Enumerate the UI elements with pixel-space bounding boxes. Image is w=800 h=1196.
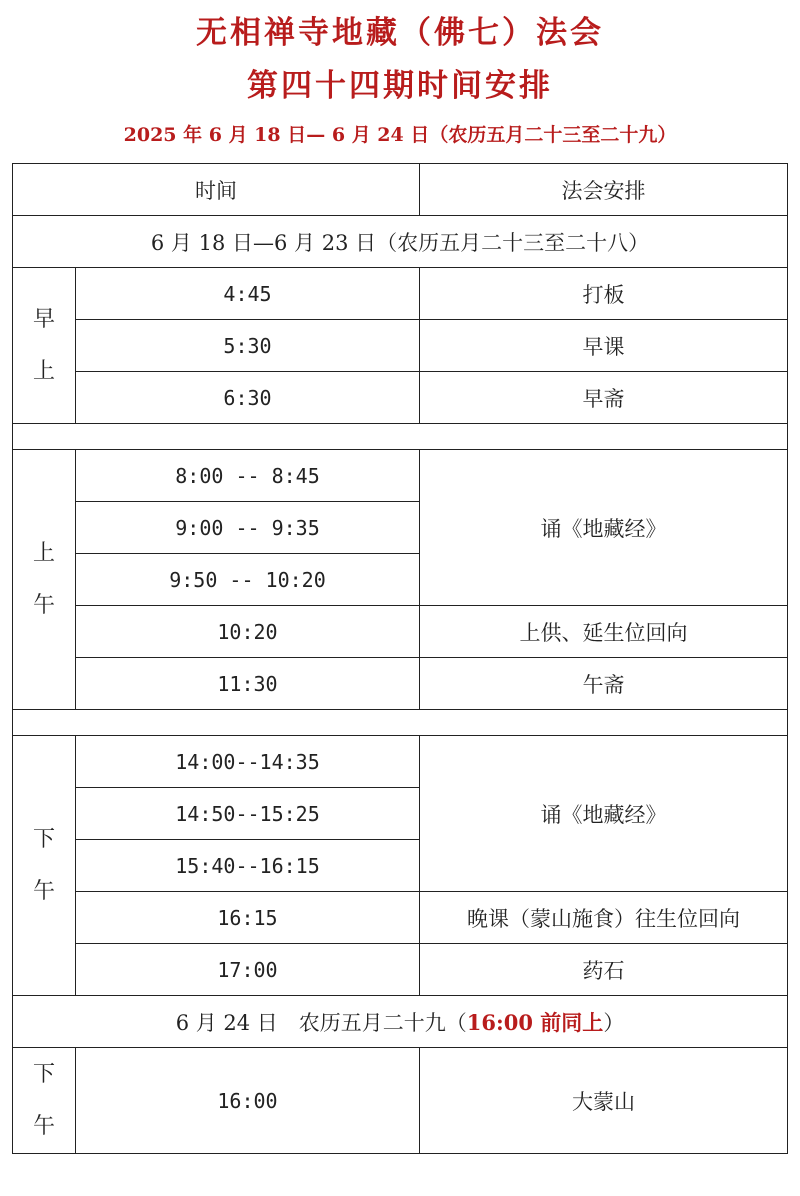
period-label: 下 (32, 826, 55, 852)
table-row (13, 268, 788, 320)
event-cell-chant: 诵《地藏经》 (420, 450, 788, 606)
period-label: 上 (32, 540, 55, 566)
time-cell: 11:30 (76, 658, 420, 710)
time-cell: 14:00--14:35 (76, 736, 420, 788)
period-morning (13, 268, 76, 424)
time-cell: 14:50--15:25 (76, 788, 420, 840)
spacer-row (13, 424, 788, 450)
table-row (13, 450, 788, 502)
table-row (13, 944, 788, 996)
event-cell: 晚课（蒙山施食）往生位回向 (420, 892, 788, 944)
section-2-close: ） (603, 1010, 625, 1035)
time-cell: 8:00 -- 8:45 (76, 450, 420, 502)
schedule-table (12, 163, 788, 1154)
section-row (13, 216, 788, 268)
time-cell: 9:00 -- 9:35 (76, 502, 420, 554)
period-label: 午 (32, 878, 55, 904)
header-arrangement: 法会安排 (420, 164, 788, 216)
date-range-subtitle: 2025 年 6 月 18 日— 6 月 24 日（农历五月二十三至二十九） (123, 124, 677, 146)
time-cell: 4:45 (76, 268, 420, 320)
period-label: 下 (32, 1061, 55, 1087)
section-2-highlight: 16:00 前同上 (466, 1009, 604, 1035)
event-cell: 大蒙山 (420, 1048, 788, 1154)
section-2-text: 6 月 24 日 农历五月二十九（ (175, 1010, 467, 1035)
period-label: 早 (32, 306, 55, 332)
period-forenoon (13, 450, 76, 710)
section-row (13, 996, 788, 1048)
period-label: 午 (32, 592, 55, 618)
title-line-1: 无相禅寺地藏（佛七）法会 (196, 15, 604, 51)
spacer-row (13, 710, 788, 736)
time-cell: 5:30 (76, 320, 420, 372)
table-row (13, 606, 788, 658)
spacer-cell (13, 424, 788, 450)
period-label: 上 (32, 358, 55, 384)
title-line-2: 第四十四期时间安排 (247, 68, 553, 104)
time-cell: 10:20 (76, 606, 420, 658)
table-row (13, 372, 788, 424)
section-1-label: 6 月 18 日—6 月 23 日（农历五月二十三至二十八） (13, 216, 788, 268)
event-cell: 早斋 (420, 372, 788, 424)
table-row (13, 1048, 788, 1154)
time-cell: 9:50 -- 10:20 (76, 554, 420, 606)
table-row (13, 892, 788, 944)
table-header-row (13, 164, 788, 216)
event-cell: 上供、延生位回向 (420, 606, 788, 658)
event-cell: 药石 (420, 944, 788, 996)
table-row (13, 658, 788, 710)
period-label: 午 (32, 1113, 55, 1139)
event-cell-chant: 诵《地藏经》 (420, 736, 788, 892)
time-cell: 17:00 (76, 944, 420, 996)
table-row (13, 320, 788, 372)
period-final-afternoon (13, 1048, 76, 1154)
time-cell: 16:00 (76, 1048, 420, 1154)
table-row (13, 736, 788, 788)
section-2-label (13, 996, 788, 1048)
time-cell: 16:15 (76, 892, 420, 944)
event-cell: 午斋 (420, 658, 788, 710)
time-cell: 15:40--16:15 (76, 840, 420, 892)
period-afternoon (13, 736, 76, 996)
spacer-cell (13, 710, 788, 736)
header-time: 时间 (13, 164, 420, 216)
event-cell: 打板 (420, 268, 788, 320)
event-cell: 早课 (420, 320, 788, 372)
time-cell: 6:30 (76, 372, 420, 424)
